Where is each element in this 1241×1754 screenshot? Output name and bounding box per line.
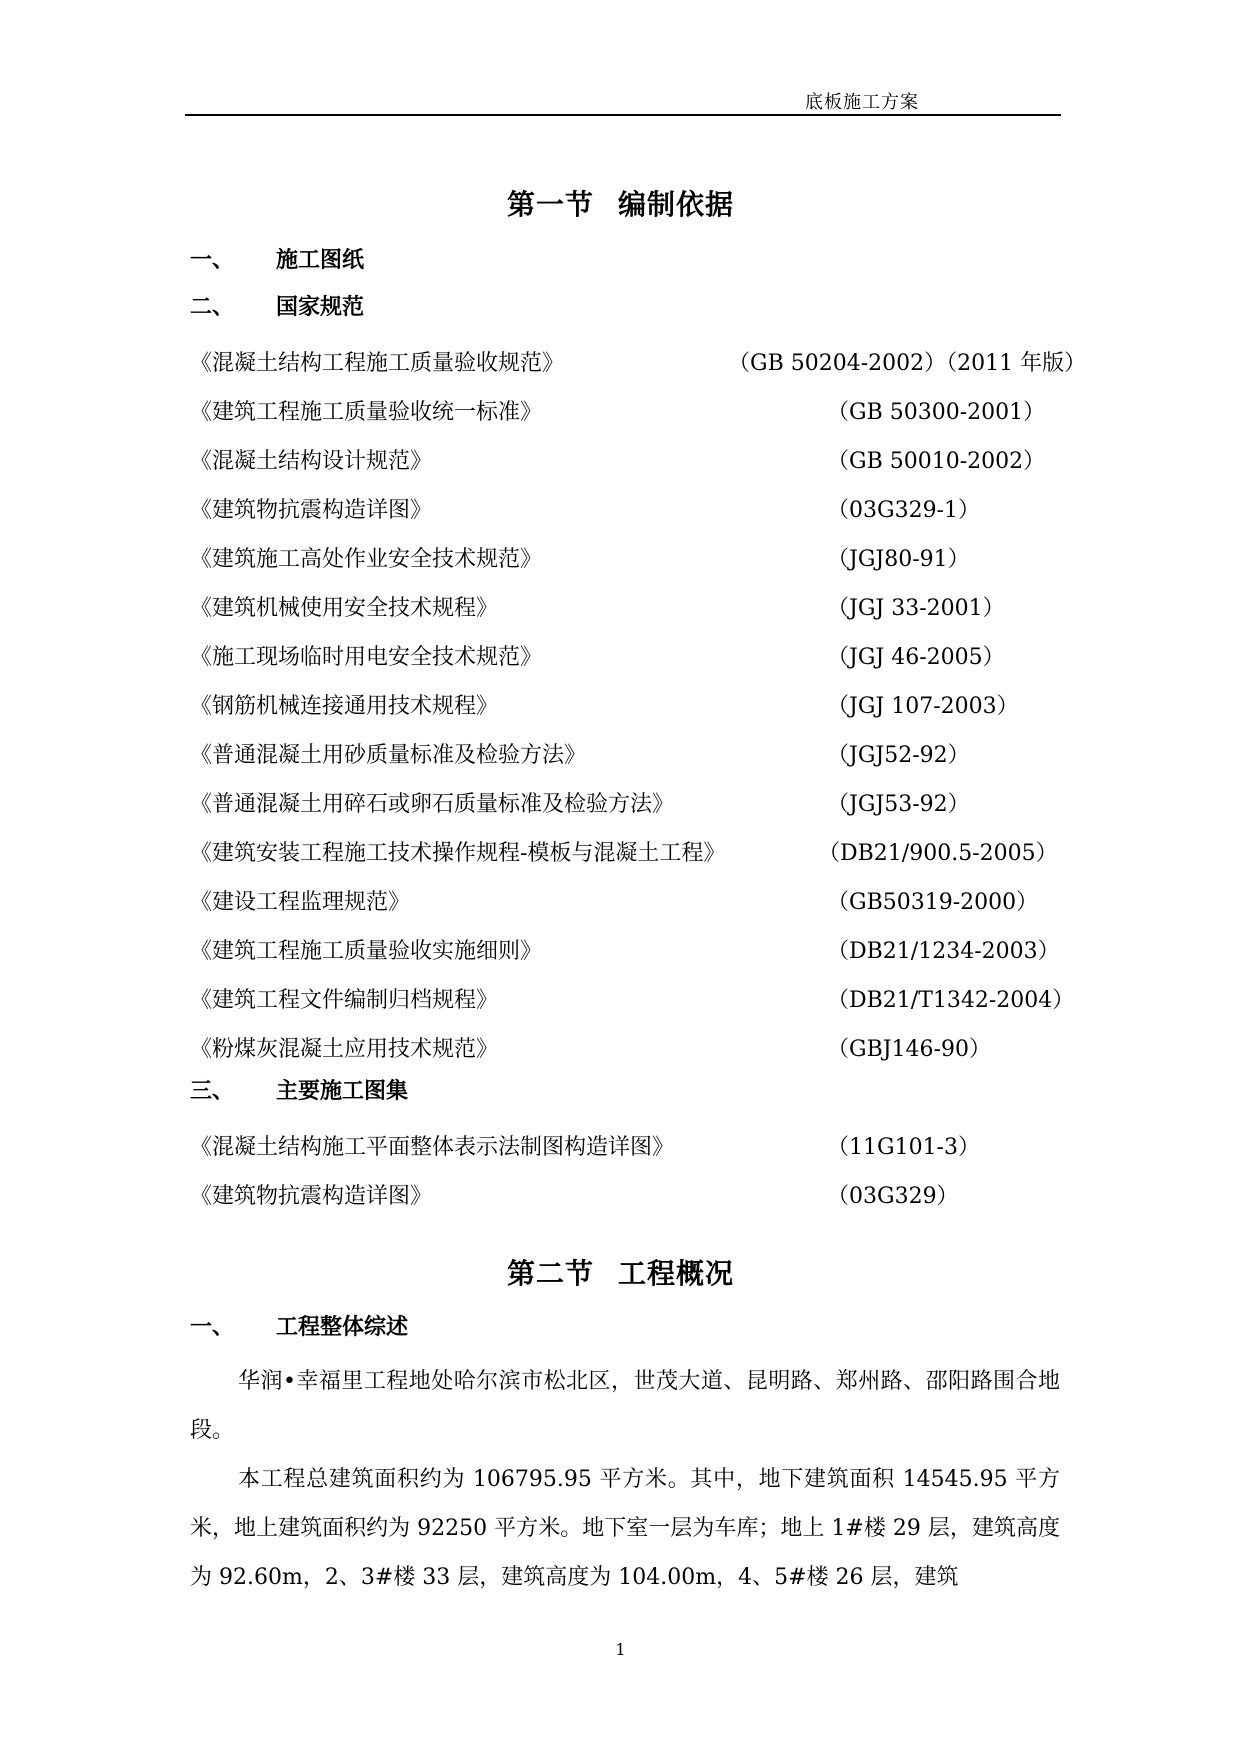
standard-code: （JGJ 107-2003） <box>827 694 1019 719</box>
standard-item <box>190 493 1090 523</box>
standard-code: （DB21/T1342-2004） <box>827 988 1075 1013</box>
standard-item <box>190 1032 1090 1062</box>
standard-item <box>190 836 1090 866</box>
subheading-title: 国家规范 <box>276 295 365 320</box>
section-1-number: 第一节 <box>506 188 594 221</box>
standard-title: 《建筑物抗震构造详图》 <box>190 498 433 523</box>
atlas-title: 《建筑物抗震构造详图》 <box>190 1184 433 1209</box>
running-header: 底板施工方案 <box>805 92 919 113</box>
subheading-number: 三、 <box>190 1079 235 1104</box>
standard-title: 《混凝土结构设计规范》 <box>190 449 433 474</box>
standard-title: 《建筑工程施工质量验收统一标准》 <box>190 400 543 425</box>
standard-code: （JGJ80-91） <box>827 547 970 572</box>
standard-code: （DB21/900.5-2005） <box>818 841 1058 866</box>
section-1-title: 编制依据 <box>618 188 735 221</box>
atlas-code: （03G329） <box>827 1184 959 1209</box>
subheading-national-standards <box>190 290 364 321</box>
standard-item <box>190 542 1090 572</box>
standard-title: 《建筑工程施工质量验收实施细则》 <box>190 939 543 964</box>
standard-code: （GB 50204-2002）（2011 年版） <box>728 351 1087 376</box>
standard-item <box>190 591 1090 621</box>
standard-item <box>190 346 1090 376</box>
subheading-title: 施工图纸 <box>276 248 365 273</box>
standard-title: 《施工现场临时用电安全技术规范》 <box>190 645 543 670</box>
atlas-item <box>190 1130 1090 1160</box>
standard-title: 《建筑工程文件编制归档规程》 <box>190 988 499 1013</box>
standard-title: 《钢筋机械连接通用技术规程》 <box>190 694 499 719</box>
standard-item <box>190 444 1090 474</box>
standard-title: 《混凝土结构工程施工质量验收规范》 <box>190 351 565 376</box>
standard-code: （JGJ 46-2005） <box>827 645 1005 670</box>
subheading-title: 工程整体综述 <box>276 1315 409 1340</box>
subheading-atlases <box>190 1074 408 1105</box>
standard-code: （GB 50010-2002） <box>827 449 1046 474</box>
standard-title: 《建筑安装工程施工技术操作规程-模板与混凝土工程》 <box>190 841 726 866</box>
section-2-number: 第二节 <box>506 1257 594 1290</box>
standard-item <box>190 738 1090 768</box>
standard-code: （DB21/1234-2003） <box>827 939 1060 964</box>
standard-code: （03G329-1） <box>827 498 980 523</box>
standard-code: （JGJ52-92） <box>827 743 970 768</box>
standard-title: 《建设工程监理规范》 <box>190 890 411 915</box>
subheading-title: 主要施工图集 <box>276 1079 409 1104</box>
overview-paragraph: 本工程总建筑面积约为 106795.95 平方米。其中，地下建筑面积 14545.95 平方米，地上建筑面积约为 92250 平方米。地下室一层为车库；地上 1#楼 29 层，建筑高度为 92.60m，2、3#楼 33 层，建筑高度为 104.00m，4、5#楼 26 层，建筑 <box>190 1467 1060 1590</box>
subheading-overview <box>190 1310 408 1341</box>
overview-paragraph: 华润•幸福里工程地处哈尔滨市松北区，世茂大道、昆明路、郑州路、邵阳路围合地段。 <box>190 1369 1060 1443</box>
subheading-drawings <box>190 243 364 274</box>
standard-item <box>190 640 1090 670</box>
standard-item <box>190 395 1090 425</box>
standard-code: （JGJ53-92） <box>827 792 970 817</box>
subheading-number: 二、 <box>190 295 235 320</box>
standard-item <box>190 983 1090 1013</box>
standard-title: 《粉煤灰混凝土应用技术规范》 <box>190 1037 499 1062</box>
standard-title: 《建筑机械使用安全技术规程》 <box>190 596 499 621</box>
atlas-title: 《混凝土结构施工平面整体表示法制图构造详图》 <box>190 1135 675 1160</box>
subheading-number: 一、 <box>190 248 235 273</box>
section-2-title: 工程概况 <box>618 1257 735 1290</box>
standard-title: 《普通混凝土用砂质量标准及检验方法》 <box>190 743 587 768</box>
standard-code: （GB50319-2000） <box>827 890 1039 915</box>
page-number: 1 <box>615 1640 626 1659</box>
section-1-heading <box>0 183 1241 223</box>
standard-item <box>190 885 1090 915</box>
atlas-code: （11G101-3） <box>827 1135 980 1160</box>
section-2-heading <box>0 1252 1241 1292</box>
standard-code: （GBJ146-90） <box>827 1037 991 1062</box>
standard-code: （GB 50300-2001） <box>827 400 1046 425</box>
standard-item <box>190 787 1090 817</box>
standard-title: 《普通混凝土用碎石或卵石质量标准及检验方法》 <box>190 792 675 817</box>
header-rule <box>185 114 1061 116</box>
atlas-item <box>190 1179 1090 1209</box>
standard-title: 《建筑施工高处作业安全技术规范》 <box>190 547 543 572</box>
subheading-number: 一、 <box>190 1315 235 1340</box>
standard-code: （JGJ 33-2001） <box>827 596 1005 621</box>
standard-item <box>190 934 1090 964</box>
standard-item <box>190 689 1090 719</box>
